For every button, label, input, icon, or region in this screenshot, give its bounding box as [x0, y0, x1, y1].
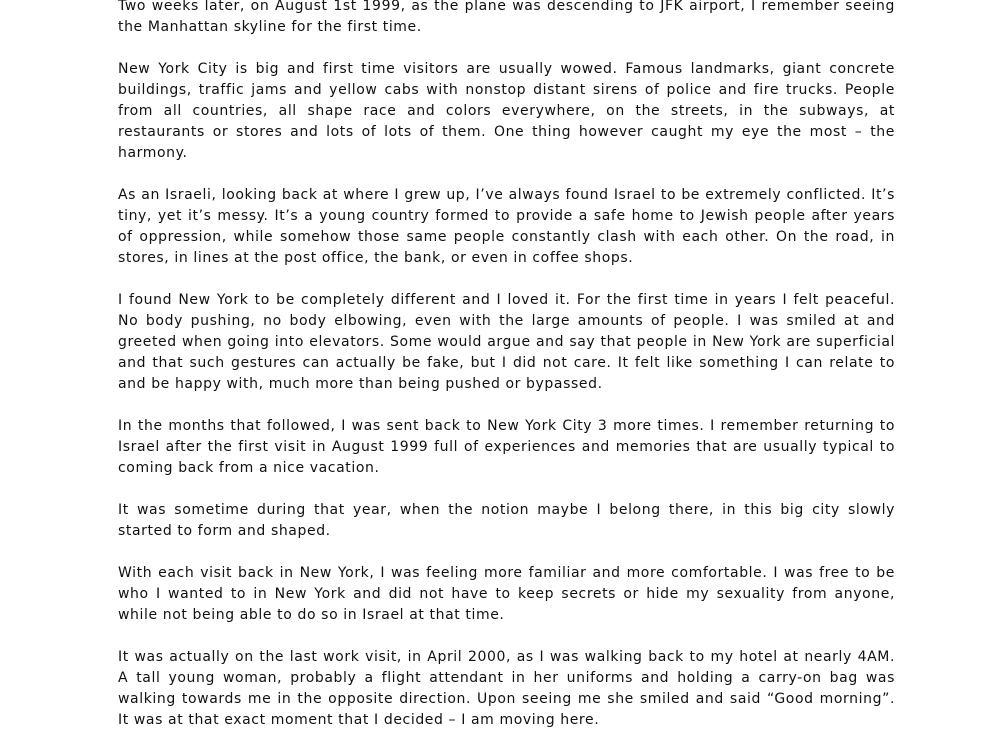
paragraph: As an Israeli, looking back at where I grew up, I’ve always found Israel to be extremely conflicted. It’s tiny, yet it’s messy. It’s a young country formed to provide a safe home to Jewish people after years of oppression, while somehow those same people constantly clash with each other. On the road, in stores, in lines at the post office, the bank, or even in coffee shops. — [118, 187, 895, 266]
paragraph: In the months that followed, I was sent back to New York City 3 more times. I remember returning to Israel after the first visit in August 1999 full of experiences and memories that are usually typical to coming back from a nice vacation. — [118, 418, 895, 476]
paragraph: I found New York to be completely different and I loved it. For the first time in years I felt peaceful. No body pushing, no body elbowing, even with the large amounts of people. I was smiled at and greeted when going into elevators. Some would argue and say that people in New York are superficial and that such gestures can actually be fake, but I did not care. It felt like something I can relate to and be happy with, much more than being pushed or bypassed. — [118, 292, 895, 392]
document-body — [118, 0, 895, 752]
paragraph: It was actually on the last work visit, in April 2000, as I was walking back to my hotel at nearly 4AM. A tall young woman, probably a flight attendant in her uniforms and holding a carry-on bag was walking towards me in the opposite direction. Upon seeing me she smiled and said “Good morning”. It was at that exact moment that I decided – I am moving here. — [118, 649, 895, 728]
paragraph: New York City is big and first time visitors are usually wowed. Famous landmarks, giant concrete buildings, traffic jams and yellow cabs with nonstop distant sirens of police and fire trucks. People from all countries, all shape race and colors everywhere, on the streets, in the subways, at restaurants or stores and lots of lots of them. One thing however caught my eye the most – the harmony. — [118, 61, 895, 161]
paragraph: It was sometime during that year, when the notion maybe I belong there, in this big city slowly started to form and shaped. — [118, 502, 895, 539]
paragraph: With each visit back in New York, I was feeling more familiar and more comfortable. I was free to be who I wanted to in New York and did not have to keep secrets or hide my sexuality from anyone, while not being able to do so in Israel at that time. — [118, 565, 895, 623]
paragraph: Two weeks later, on August 1st 1999, as the plane was descending to JFK airport, I remember seeing the Manhattan skyline for the first time. — [118, 0, 895, 35]
